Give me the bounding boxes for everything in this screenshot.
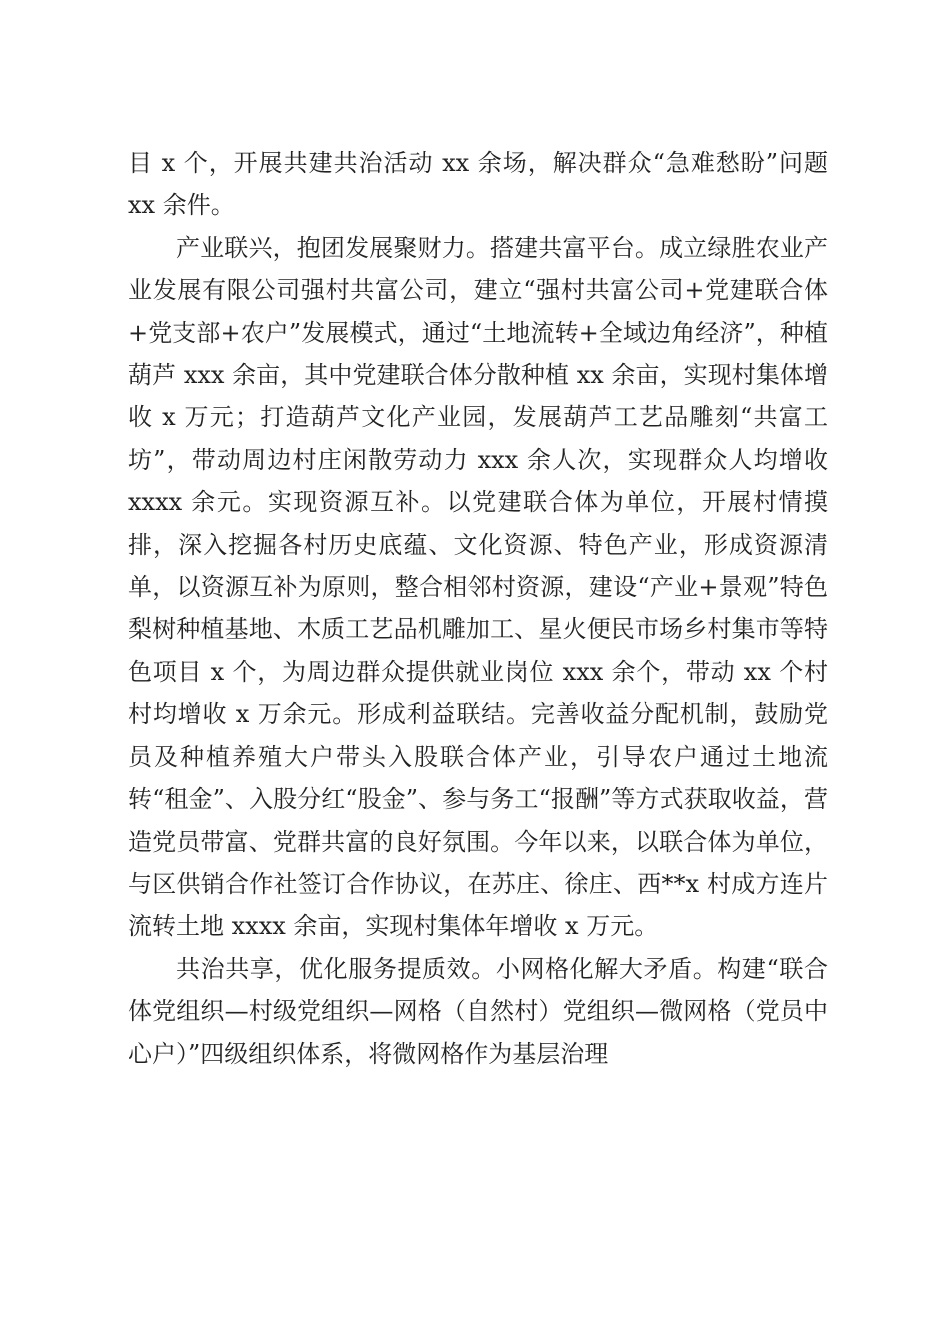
paragraph-governance: 共治共享，优化服务提质效。小网格化解大矛盾。构建“联合体党组织—村级党组织—网格（自然村）党组织—微网格（党员中心户）”四级组织体系，将微网格作为基层治理 xyxy=(128,954,828,1068)
body-text xyxy=(128,142,836,1075)
paragraph-continued: 目 x 个，开展共建共治活动 xx 余场，解决群众“急难愁盼”问题 xx 余件。 xyxy=(128,149,836,220)
paragraph-industry: 产业联兴，抱团发展聚财力。搭建共富平台。成立绿胜农业产业发展有限公司强村共富公司，建立“强村共富公司+党建联合体+党支部+农户”发展模式，通过“土地流转+全域边角经济”，种植葫芦 xxx 余亩，其中党建联合体分散种植 xx 余亩，实现村集体增收 x 万元；打造葫芦文化产业园，发展葫芦工艺品雕刻“共富工坊”，带动周边村庄闲散劳动力 xxx 余人次，实现群众人均增收 xxxx 余元。实现资源互补。以党建联合体为单位，开展村情摸排，深入挖掘各村历史底蕴、文化资源、特色产业，形成资源清单，以资源互补为原则，整合相邻村资源，建设“产业+景观”特色梨树种植基地、木质工艺品机雕加工、星火便民市场乡村集市等特色项目 x 个，为周边群众提供就业岗位 xxx 余个，带动 xx 个村村均增收 x 万余元。形成利益联结。完善收益分配机制，鼓励党员及种植养殖大户带头入股联合体产业，引导农户通过土地流转“租金”、入股分红“股金”、参与务工“报酬”等方式获取收益，营造党员带富、党群共富的良好氛围。今年以来，以联合体为单位，与区供销合作社签订合作协议，在苏庄、徐庄、西**x 村成方连片流转土地 xxxx 余亩，实现村集体年增收 x 万元。 xyxy=(128,233,836,941)
